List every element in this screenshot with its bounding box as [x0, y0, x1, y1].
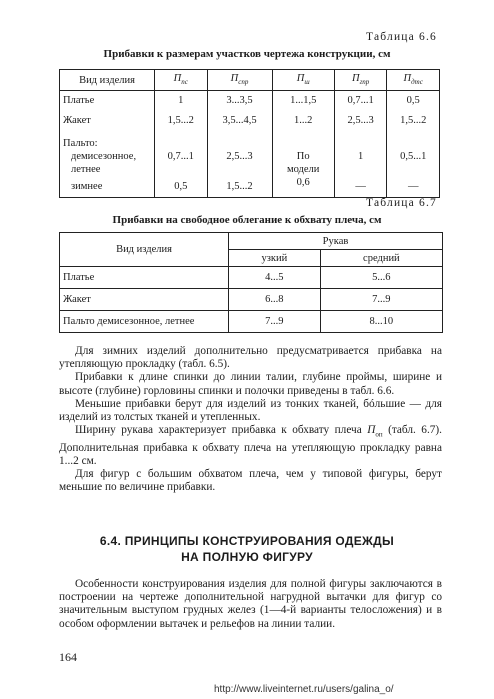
col-header: узкий: [229, 250, 321, 267]
col-header: Вид изделия: [60, 70, 155, 91]
col-header: Вид изделия: [60, 233, 229, 267]
col-header: средний: [320, 250, 442, 267]
section-heading: 6.4. ПРИНЦИПЫ КОНСТРУИРОВАНИЯ ОДЕЖДЫ НА ПОЛНУЮ ФИГУРУ: [99, 534, 395, 564]
section-paragraph: Особенности конструирования изделия для полной фигуры заключаются в построении на чертеже дополнительной нагрудной вытачки для фигур со значительным выступом грудных желез (1—4-й варианты телосложения) и в особом оформлении вытачек и рельефов на линии талии.: [59, 578, 442, 630]
table-row: Пальто демисезонное, летнее 7...9 8...10: [60, 311, 443, 333]
table-row: Жакет 1,5...2 3,5...4,5 1...2 2,5...3 1,5...2: [60, 111, 440, 131]
table-6-7: [59, 232, 443, 333]
paragraph: Для зимних изделий дополнительно предусматривается прибавка на утепляющую прокладку (табл. 6.5).: [59, 345, 442, 371]
table-row: Пальто: демисезонное, летнее зимнее 0,7...1 0,5 2,5...3 1,5...2 По модели 0,6 1 — 0,5...1 —: [60, 131, 440, 198]
col-header: $П_ш$: [272, 70, 334, 91]
col-header: $П_{гпр}$: [334, 70, 387, 91]
table-6-7-label: Таблица 6.7: [366, 197, 438, 209]
table-6-6: [59, 69, 440, 198]
watermark: http://www.liveinternet.ru/users/galina_o/: [214, 684, 394, 695]
body-text: [59, 345, 442, 494]
table-row: Платье 1 3...3,5 1...1,5 0,7...1 0,5: [60, 91, 440, 111]
col-header: Рукав: [229, 233, 443, 250]
col-header: $П_{дтс}$: [387, 70, 440, 91]
paragraph: Ширину рукава характеризует прибавка к обхвату плеча $П_{оп}$ (табл. 6.7). Дополнительная прибавка к обхвату плеча на утепляющую прокладку равна 1...2 см.: [59, 424, 443, 467]
table-6-6-label: Таблица 6.6: [366, 31, 438, 43]
table-row: Жакет 6...8 7...9: [60, 289, 443, 311]
table-row: Платье 4...5 5...6: [60, 267, 443, 289]
col-header: $П_{пс}$: [155, 70, 208, 91]
page-number: 164: [59, 650, 77, 664]
paragraph: Меньшие прибавки берут для изделий из тонких тканей, бóльшие — для изделий из толстых тканей и утепленных.: [59, 397, 442, 424]
paragraph: Прибавки к длине спинки до линии талии, глубине проймы, ширине и высоте (глубине) горловины спинки и полочки приведены в табл. 6.6.: [59, 371, 442, 397]
paragraph: Для фигур с большим обхватом плеча, чем у типовой фигуры, берут меньшие по величине прибавки.: [59, 468, 442, 494]
col-header: $П_{спр}$: [207, 70, 272, 91]
table-6-6-caption: Прибавки к размерам участков чертежа конструкции, см: [103, 48, 391, 60]
table-6-7-caption: Прибавки на свободное облегание к обхвату плеча, см: [112, 214, 382, 226]
